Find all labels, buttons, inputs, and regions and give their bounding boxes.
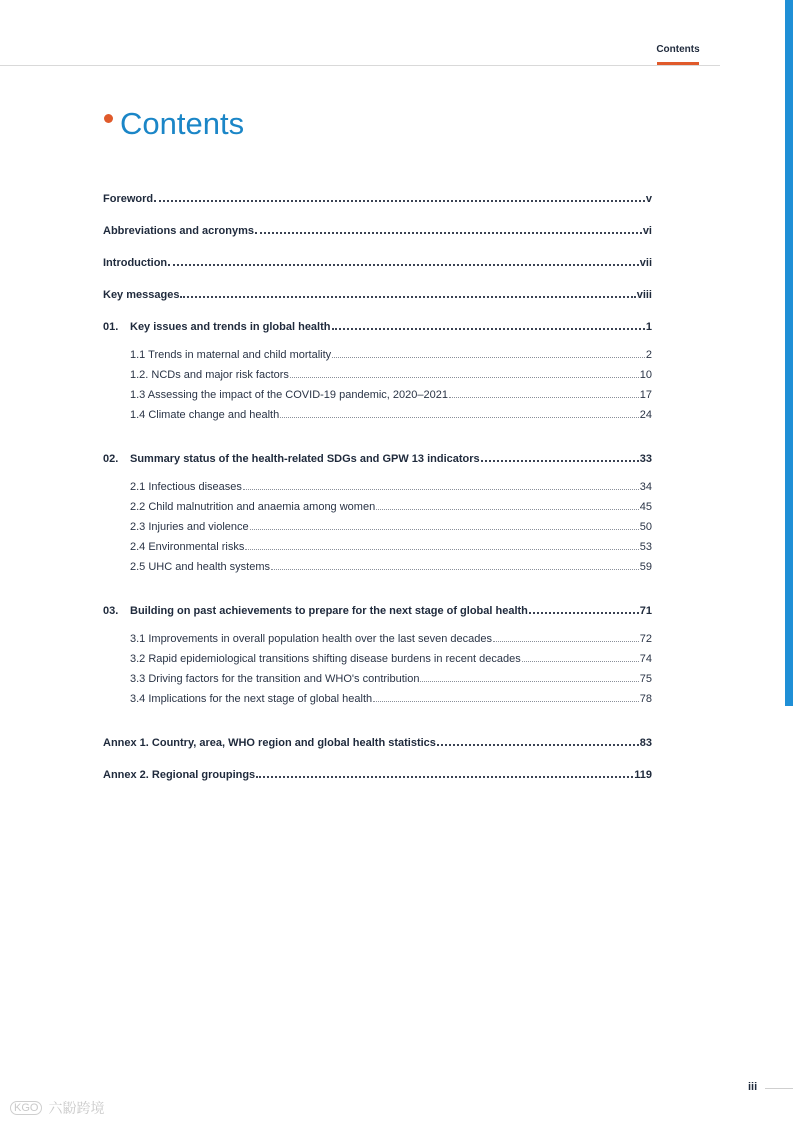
annex-page: 83: [639, 737, 652, 749]
toc-subentry-page: 59: [639, 561, 652, 573]
leader-dots: [529, 612, 639, 614]
chapter-title: Building on past achievements to prepare for the next stage of global health: [130, 605, 528, 617]
title-block: [104, 108, 244, 139]
toc-subentry-3-4[interactable]: [103, 689, 652, 709]
toc-subentry-page: 45: [639, 501, 652, 513]
chapter-number: 02.: [103, 453, 119, 465]
toc-subentry-page: 34: [639, 481, 652, 493]
toc-subentry-label: 3.3 Driving factors for the transition and WHO's contribution: [130, 673, 420, 685]
toc-subentry-label: 2.5 UHC and health systems: [130, 561, 271, 573]
toc-chapter-03[interactable]: [103, 601, 652, 621]
table-of-contents: [103, 189, 652, 785]
toc-subentry-page: 10: [639, 369, 652, 381]
annex-page: 119: [634, 769, 652, 781]
toc-subentry-page: 75: [639, 673, 652, 685]
chapter-title: Summary status of the health-related SDGs and GPW 13 indicators: [130, 453, 480, 465]
leader-dots: [493, 641, 639, 642]
toc-entry-page: vii: [639, 257, 652, 269]
watermark: [10, 1098, 104, 1118]
leader-dots: [280, 417, 639, 418]
toc-entry-foreword[interactable]: [103, 189, 652, 209]
toc-subentry-label: 2.1 Infectious diseases: [130, 481, 242, 493]
toc-chapter-01[interactable]: [103, 317, 652, 337]
toc-entry-page: v: [645, 193, 652, 205]
toc-subentry-label: 2.4 Environmental risks: [130, 541, 245, 553]
toc-subentry-2-2[interactable]: [103, 497, 652, 517]
leader-dots: [256, 776, 633, 778]
leader-dots: [437, 744, 639, 746]
leader-dots: [180, 296, 635, 298]
toc-annex-1[interactable]: [103, 733, 652, 753]
toc-subentry-1-1[interactable]: [103, 345, 652, 365]
leader-dots: [332, 357, 645, 358]
title-bullet-icon: [104, 114, 113, 123]
toc-subentry-label: 2.3 Injuries and violence: [130, 521, 249, 533]
toc-subentry-page: 50: [639, 521, 652, 533]
leader-dots: [255, 232, 642, 234]
page-number: iii: [748, 1081, 758, 1093]
toc-subentry-label: 1.4 Climate change and health: [130, 409, 280, 421]
toc-entry-label: Introduction: [103, 257, 168, 269]
toc-entry-label: Abbreviations and acronyms: [103, 225, 254, 237]
toc-entry-introduction[interactable]: [103, 253, 652, 273]
leader-dots: [154, 200, 645, 202]
toc-subentry-label: 1.2. NCDs and major risk factors: [130, 369, 289, 381]
toc-entry-label: Key messages: [103, 289, 180, 301]
leader-dots: [168, 264, 639, 266]
toc-entry-label: Foreword: [103, 193, 154, 205]
footer-divider: [765, 1088, 793, 1089]
toc-subentry-page: 53: [639, 541, 652, 553]
toc-subentry-label: 1.3 Assessing the impact of the COVID-19 pandemic, 2020–2021: [130, 389, 448, 401]
header-divider: [0, 65, 720, 66]
leader-dots: [250, 529, 639, 530]
chapter-number: 03.: [103, 605, 119, 617]
toc-subentry-1-3[interactable]: [103, 385, 652, 405]
toc-subentry-2-1[interactable]: [103, 477, 652, 497]
toc-chapter-02[interactable]: [103, 449, 652, 469]
toc-subentry-page: 24: [639, 409, 652, 421]
toc-entry-key-messages[interactable]: [103, 285, 652, 305]
toc-subentry-1-4[interactable]: [103, 405, 652, 425]
watermark-logo-icon: KGO: [10, 1101, 42, 1115]
annex-title: Annex 2. Regional groupings: [103, 769, 256, 781]
toc-entry-page: viii: [636, 289, 652, 301]
chapter-number: 01.: [103, 321, 119, 333]
toc-subentry-2-3[interactable]: [103, 517, 652, 537]
running-header: Contents: [656, 44, 700, 55]
toc-subentry-label: 2.2 Child malnutrition and anaemia among women: [130, 501, 376, 513]
toc-subentry-page: 74: [639, 653, 652, 665]
chapter-title: Key issues and trends in global health: [130, 321, 331, 333]
toc-subentry-3-1[interactable]: [103, 629, 652, 649]
toc-subentry-page: 78: [639, 693, 652, 705]
toc-subentry-2-5[interactable]: [103, 557, 652, 577]
leader-dots: [332, 328, 645, 330]
watermark-text: 六鼢跨境: [48, 1100, 105, 1116]
leader-dots: [290, 377, 639, 378]
toc-subentry-label: 3.4 Implications for the next stage of global health: [130, 693, 373, 705]
toc-subentry-3-3[interactable]: [103, 669, 652, 689]
leader-dots: [245, 549, 638, 550]
toc-subentry-3-2[interactable]: [103, 649, 652, 669]
toc-subentry-label: 3.2 Rapid epidemiological transitions shifting disease burdens in recent decades: [130, 653, 521, 665]
side-color-bar: [785, 0, 793, 706]
leader-dots: [243, 489, 639, 490]
toc-subentry-1-2[interactable]: [103, 365, 652, 385]
toc-annex-2[interactable]: [103, 765, 652, 785]
leader-dots: [373, 701, 639, 702]
chapter-page: 33: [639, 453, 652, 465]
toc-subentry-page: 2: [645, 349, 652, 361]
toc-entry-abbreviations[interactable]: [103, 221, 652, 241]
page-title: Contents: [120, 106, 245, 141]
toc-subentry-label: 3.1 Improvements in overall population health over the last seven decades: [130, 633, 492, 645]
toc-subentry-2-4[interactable]: [103, 537, 652, 557]
chapter-page: 71: [639, 605, 652, 617]
leader-dots: [420, 681, 638, 682]
chapter-page: 1: [645, 321, 652, 333]
toc-subentry-label: 1.1 Trends in maternal and child mortality: [130, 349, 332, 361]
leader-dots: [449, 397, 639, 398]
toc-entry-page: vi: [642, 225, 652, 237]
leader-dots: [376, 509, 639, 510]
toc-subentry-page: 72: [639, 633, 652, 645]
leader-dots: [481, 460, 639, 462]
toc-subentry-page: 17: [639, 389, 652, 401]
leader-dots: [522, 661, 639, 662]
annex-title: Annex 1. Country, area, WHO region and global health statistics: [103, 737, 436, 749]
leader-dots: [271, 569, 639, 570]
